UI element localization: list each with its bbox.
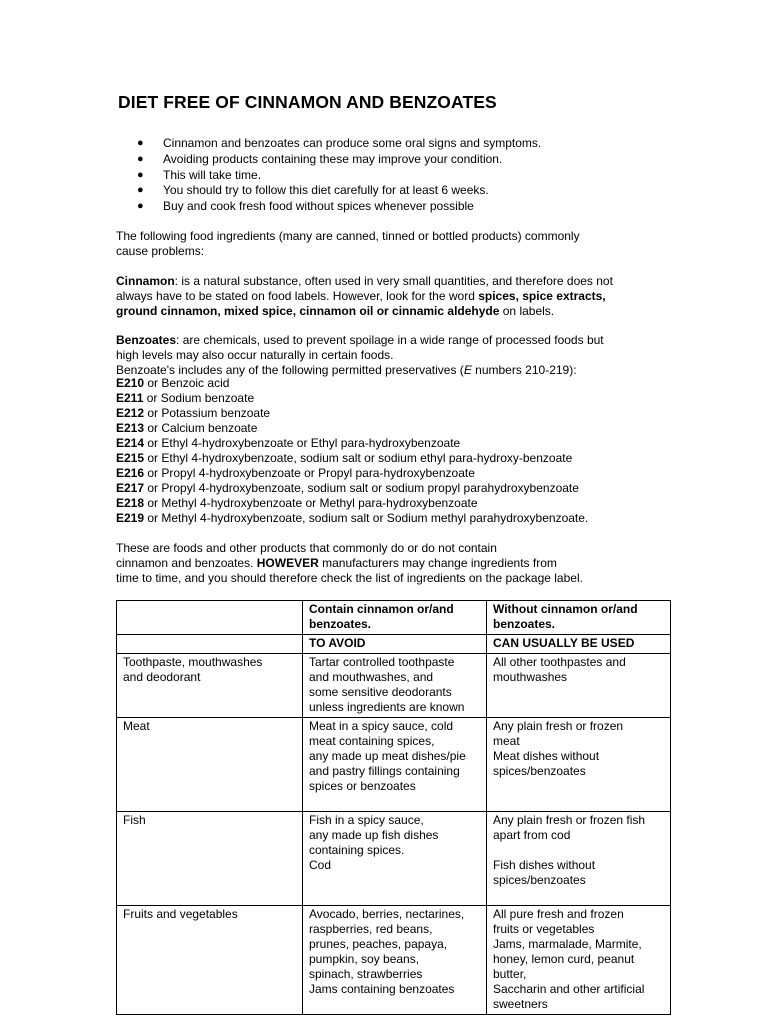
e-number-item: E216 or Propyl 4-hydroxybenzoate or Propyl para-hydroxybenzoate [116,466,475,480]
e-number-item: E218 or Methyl 4-hydroxybenzoate or Methyl para-hydroxybenzoate [116,496,478,510]
benzoates-term: Benzoates [116,333,177,347]
avoid-cell: Meat in a spicy sauce, cold meat containing spices, any made up meat dishes/pie and pastry fillings containing spices or benzoates [303,718,487,812]
bullet-dot-icon: ● [137,152,144,165]
table-header-cell: Contain cinnamon or/and benzoates. [303,601,487,635]
bullet-item: ● You should try to follow this diet carefully for at least 6 weeks. [137,183,489,198]
e-number-item: E210 or Benzoic acid [116,376,230,390]
e-number-item: E211 or Sodium benzoate [116,391,255,405]
warning-paragraph: These are foods and other products that commonly do or do not contain cinnamon and benzoates. HOWEVER manufacturers may change ingredients from time to time, and you should therefore check the list of ingredients on the package label. [116,541,583,585]
cinnamon-paragraph: Cinnamon: is a natural substance, often used in very small quantities, and therefore does not always have to be stated on food labels. However, look for the word spices, spice extracts, ground cinnamon, mixed spice, cinnamon oil or cinnamic aldehyde on labels. [116,274,613,318]
table-subheader-cell [117,635,303,654]
benzoates-paragraph: Benzoates: are chemicals, used to prevent spoilage in a wide range of processed foods but high levels may also occur naturally in certain foods. Benzoate's includes any of the following permitted preservatives (E numbers 210-219): [116,333,604,377]
bullet-item: ● Buy and cook fresh food without spices whenever possible [137,199,474,214]
table-header-cell: Without cinnamon or/and benzoates. [487,601,671,635]
table-header-row [117,601,671,635]
table-header-cell [117,601,303,635]
category-cell: Fruits and vegetables [117,906,303,1015]
bullet-dot-icon: ● [137,168,144,181]
can-be-used-heading: CAN USUALLY BE USED [487,635,671,654]
bullet-list [137,136,541,215]
table-row [117,906,671,1015]
bullet-dot-icon: ● [137,200,144,213]
e-number-item: E215 or Ethyl 4-hydroxybenzoate, sodium salt or sodium ethyl para-hydroxy-benzoate [116,451,573,465]
bullet-item: ● Cinnamon and benzoates can produce some oral signs and symptoms. [137,136,542,150]
allowed-cell: All other toothpastes and mouthwashes [487,654,671,718]
table-subheader-row [117,635,671,654]
e-number-item: E219 or Methyl 4-hydroxybenzoate, sodium salt or Sodium methyl parahydroxybenzoate. [116,511,589,525]
bullet-item: ● Avoiding products containing these may improve your condition. [137,151,503,166]
avoid-cell: Fish in a spicy sauce, any made up fish dishes containing spices. Cod [303,812,487,906]
food-table [116,600,671,1015]
bullet-dot-icon: ● [137,184,144,197]
e-number-item: E214 or Ethyl 4-hydroxybenzoate or Ethyl para-hydroxybenzoate [116,436,461,450]
category-cell: Meat [117,718,303,812]
avoid-cell: Avocado, berries, nectarines, raspberries, red beans, prunes, peaches, papaya, pumpkin, soy beans, spinach, strawberries Jams containing benzoates [303,906,487,1015]
to-avoid-heading: TO AVOID [303,635,487,654]
e-number-item: E217 or Propyl 4-hydroxybenzoate, sodium salt or sodium propyl parahydroxybenzoate [116,481,579,495]
allowed-cell: Any plain fresh or frozen meat Meat dishes without spices/benzoates [487,718,671,812]
table-row [117,654,671,718]
table-row [117,812,671,906]
category-cell: Fish [117,812,303,906]
table-row [117,718,671,812]
page-title: DIET FREE OF CINNAMON AND BENZOATES [118,92,497,112]
e-number-item: E212 or Potassium benzoate [116,406,271,420]
allowed-cell: Any plain fresh or frozen fish apart from cod Fish dishes without spices/benzoates [487,812,671,906]
bullet-dot-icon: ● [137,137,144,149]
avoid-cell: Tartar controlled toothpaste and mouthwashes, and some sensitive deodorants unless ingredients are known [303,654,487,718]
cinnamon-term: Cinnamon [116,274,175,288]
allowed-cell: All pure fresh and frozen fruits or vegetables Jams, marmalade, Marmite, honey, lemon curd, peanut butter, Saccharin and other artificial sweetners [487,906,671,1015]
e-number-list [116,376,588,526]
intro-paragraph: The following food ingredients (many are canned, tinned or bottled products) commonly cause problems: [116,229,580,258]
e-number-item: E213 or Calcium benzoate [116,421,258,435]
category-cell: Toothpaste, mouthwashes and deodorant [117,654,303,718]
bullet-item: ● This will take time. [137,167,262,182]
